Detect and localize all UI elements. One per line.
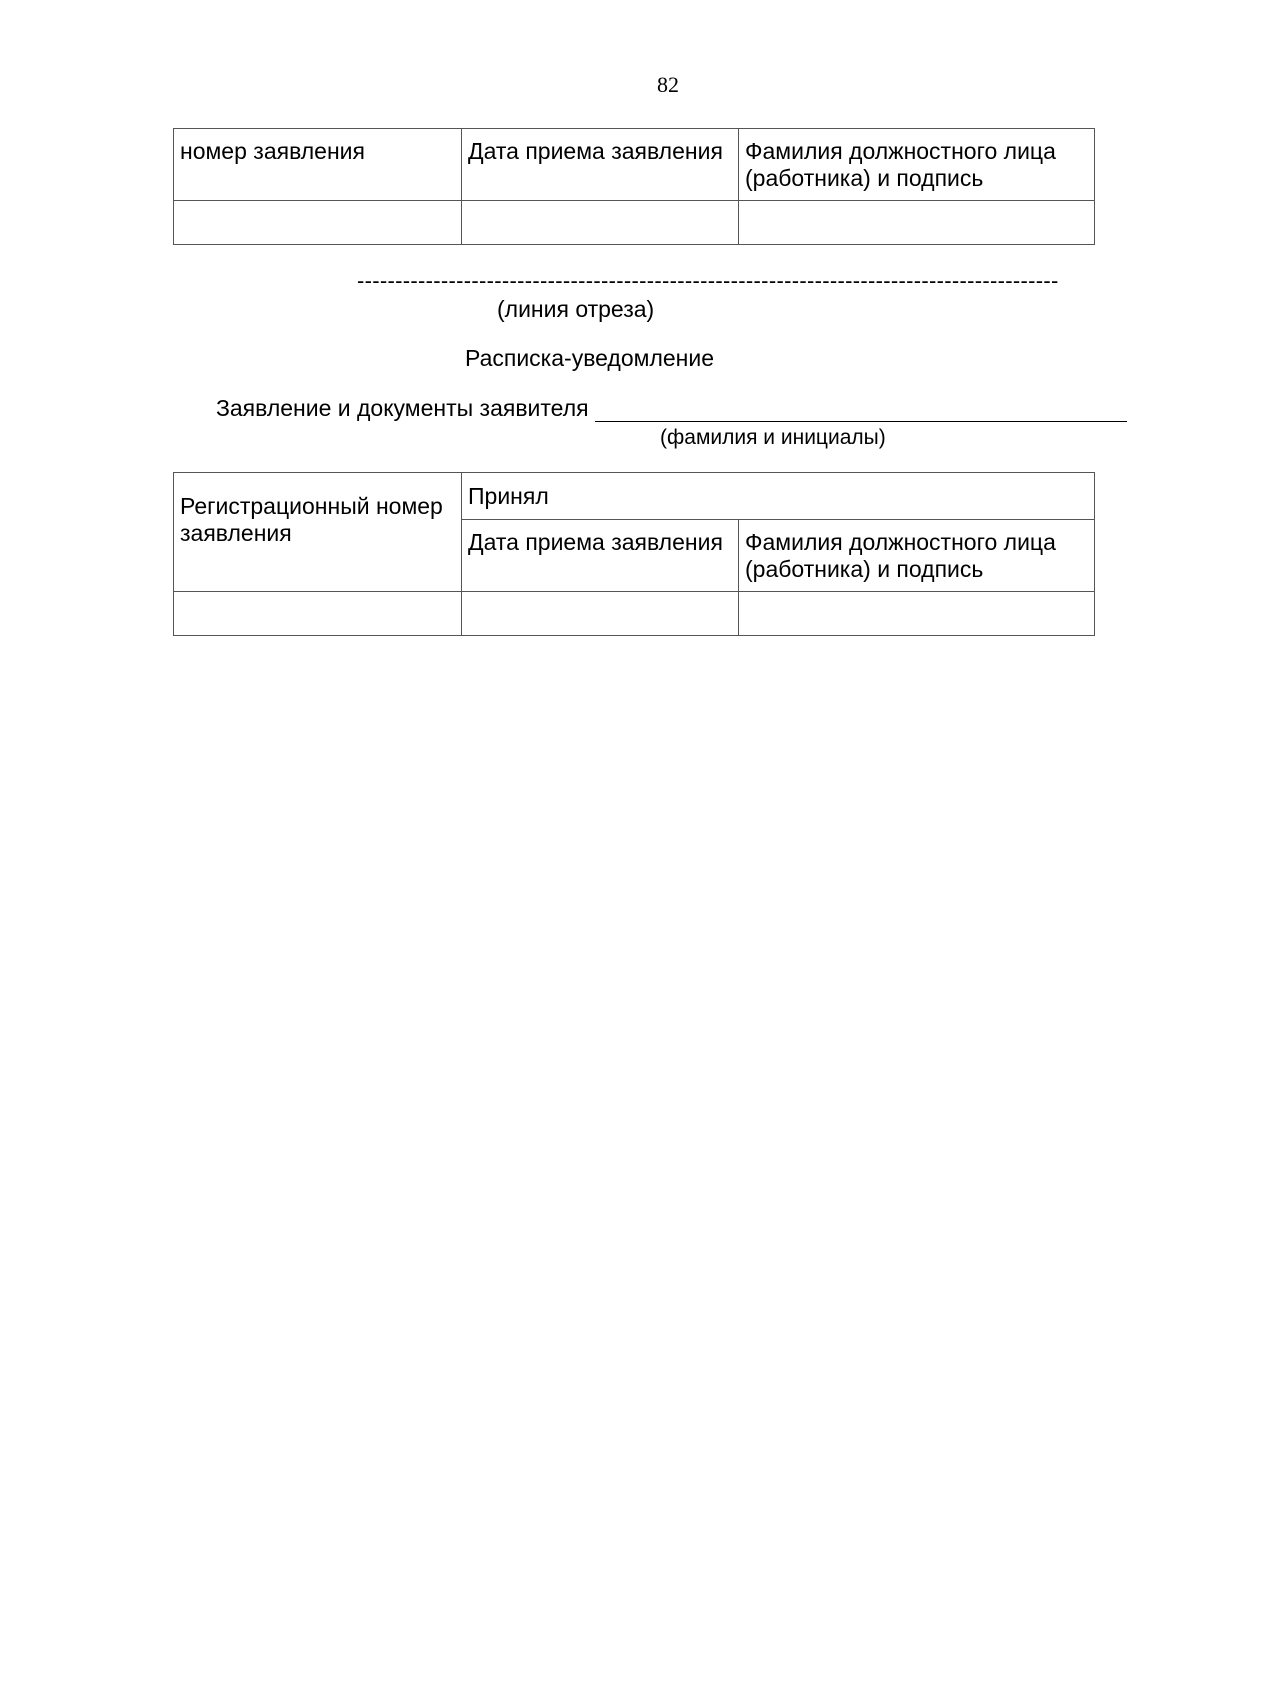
header-official-name-signature: Фамилия должностного лица (работника) и подпись — [739, 129, 1095, 201]
table-header-row — [174, 129, 1095, 201]
header-accepted: Принял — [462, 473, 1095, 520]
cell-acceptance-date[interactable] — [462, 592, 739, 636]
table-row — [174, 201, 1095, 245]
applicant-name-field[interactable] — [595, 397, 1127, 422]
cell-acceptance-date[interactable] — [462, 201, 739, 245]
table-header-row — [174, 473, 1095, 520]
header-application-number: номер заявления — [174, 129, 462, 201]
cell-official-name-signature[interactable] — [739, 201, 1095, 245]
cut-line: -------------------------------------------------------------------------------------------- — [357, 268, 1059, 293]
registration-table-top — [173, 128, 1095, 245]
name-caption: (фамилия и инициалы) — [660, 426, 886, 449]
receipt-title: Расписка-уведомление — [465, 345, 715, 371]
applicant-line — [216, 395, 1127, 422]
cell-application-number[interactable] — [174, 201, 462, 245]
table-row — [174, 592, 1095, 636]
cell-official-name-signature[interactable] — [739, 592, 1095, 636]
cell-registration-number[interactable] — [174, 592, 462, 636]
applicant-label: Заявление и документы заявителя — [216, 395, 589, 421]
header-official-name-signature: Фамилия должностного лица (работника) и подпись — [739, 520, 1095, 592]
registration-table-bottom — [173, 472, 1095, 636]
header-acceptance-date: Дата приема заявления — [462, 520, 739, 592]
header-acceptance-date: Дата приема заявления — [462, 129, 739, 201]
header-registration-number — [174, 473, 462, 592]
cut-line-caption: (линия отреза) — [497, 296, 655, 322]
page-number: 82 — [657, 72, 679, 97]
header-registration-number-label: Регистрационный номер заявления — [180, 493, 443, 546]
